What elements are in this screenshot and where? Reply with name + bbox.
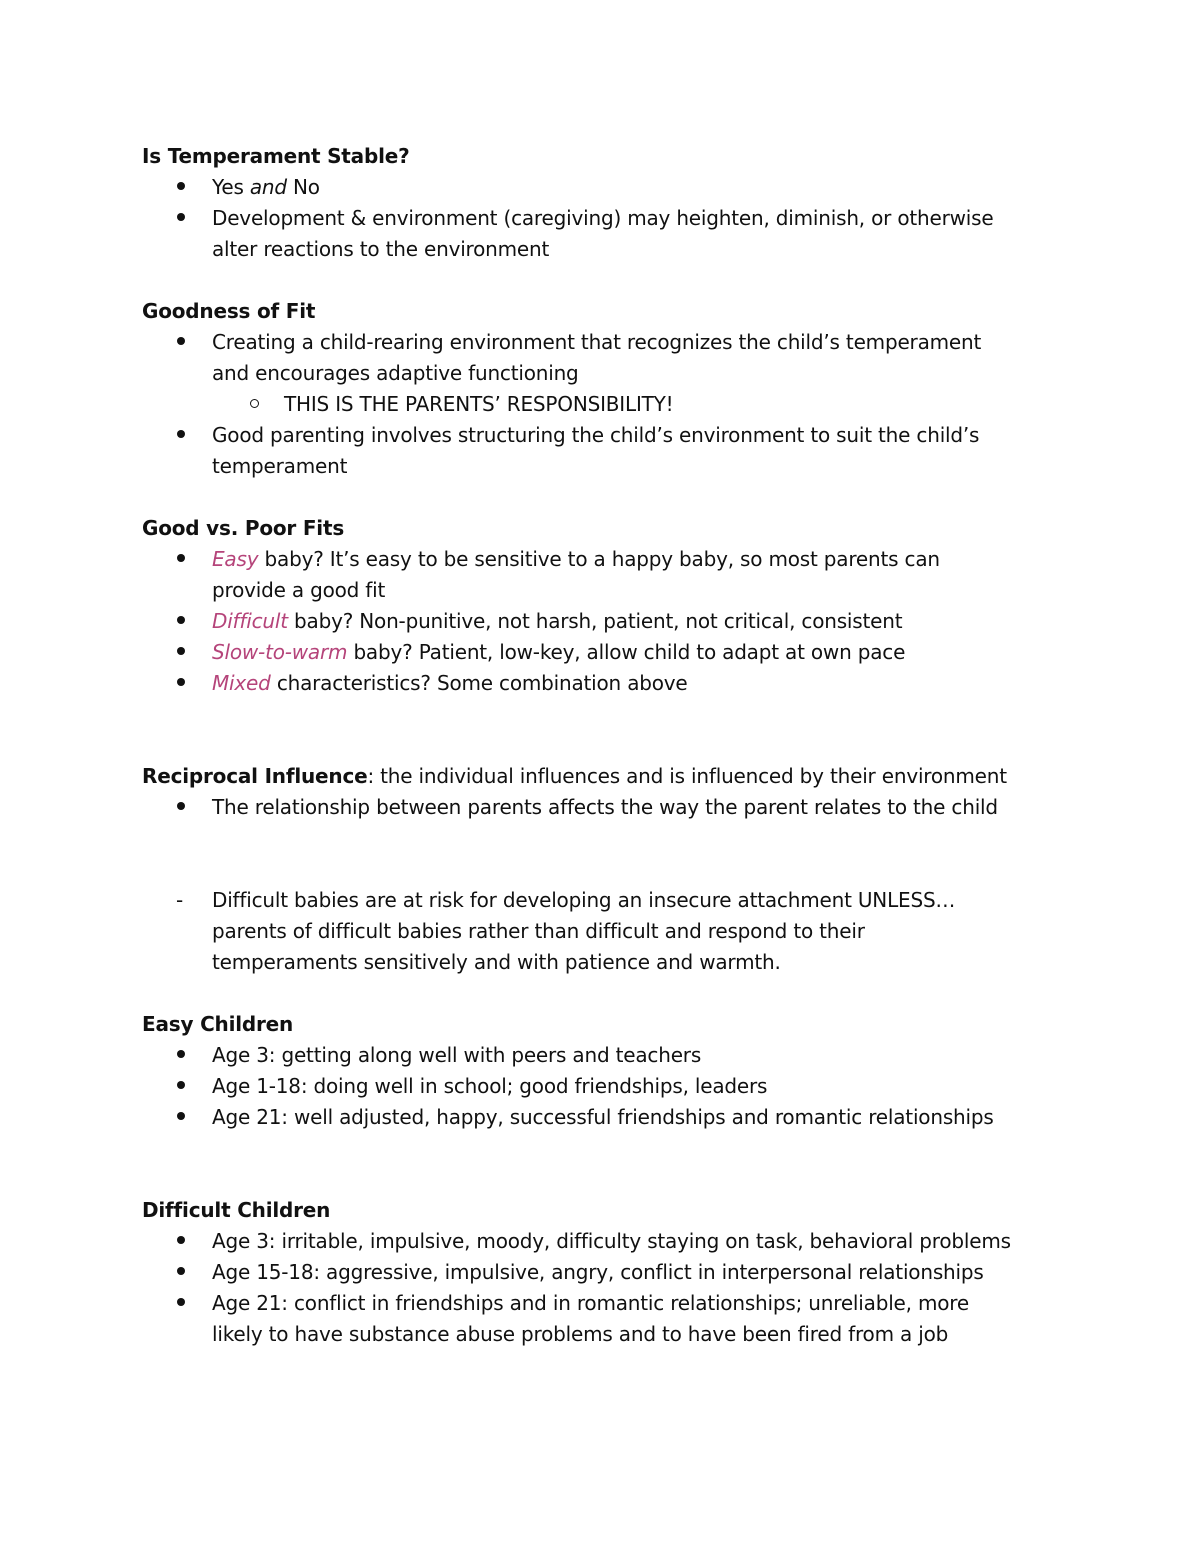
highlight-term: Easy: [212, 547, 259, 571]
list-item-continuation: temperament: [212, 454, 348, 478]
list-item: Creating a child-rearing environment that recognizes the child’s temperament: [212, 330, 982, 354]
list-item: Development & environment (caregiving) may heighten, diminish, or otherwise: [212, 206, 994, 230]
list-item: The relationship between parents affects the way the parent relates to the child: [212, 795, 998, 819]
heading-easy-children: Easy Children: [142, 1012, 294, 1036]
emphasis-text: and: [249, 175, 287, 199]
highlight-term: Slow-to-warm: [212, 640, 348, 664]
text-segment: Yes: [212, 175, 250, 199]
list-item: [212, 609, 902, 633]
list-item: Good parenting involves structuring the child’s environment to suit the child’s: [212, 423, 980, 447]
list-item: [212, 175, 320, 199]
bullet-icon: [177, 213, 185, 221]
bullet-icon: [177, 616, 185, 624]
list-item: [212, 671, 688, 695]
list-item: Age 3: getting along well with peers and teachers: [212, 1043, 702, 1067]
bullet-icon: [177, 1050, 185, 1058]
bullet-icon: [177, 337, 185, 345]
list-item-continuation: parents of difficult babies rather than difficult and respond to their: [212, 919, 865, 943]
bullet-icon: [177, 430, 185, 438]
highlight-term: Mixed: [212, 671, 271, 695]
bullet-icon: [177, 554, 185, 562]
heading-difficult-children: Difficult Children: [142, 1198, 331, 1222]
bullet-icon: [177, 678, 185, 686]
text-segment: baby? It’s easy to be sensitive to a happy baby, so most parents can: [258, 547, 940, 571]
text-segment: baby? Patient, low-key, allow child to adapt at own pace: [347, 640, 906, 664]
list-item-continuation: temperaments sensitively and with patience and warmth.: [212, 950, 781, 974]
defined-term: Reciprocal Influence: [142, 764, 368, 788]
heading-goodness-of-fit: Goodness of Fit: [142, 299, 316, 323]
list-item-continuation: likely to have substance abuse problems and to have been fired from a job: [212, 1322, 949, 1346]
list-item: Age 3: irritable, impulsive, moody, difficulty staying on task, behavioral problems: [212, 1229, 1011, 1253]
definition-text: : the individual influences and is influenced by their environment: [367, 764, 1007, 788]
text-segment: No: [286, 175, 320, 199]
list-item-continuation: and encourages adaptive functioning: [212, 361, 579, 385]
list-item-continuation: provide a good fit: [212, 578, 386, 602]
bullet-icon: [177, 1236, 185, 1244]
list-item: Age 21: well adjusted, happy, successful friendships and romantic relationships: [212, 1105, 994, 1129]
list-item: Difficult babies are at risk for developing an insecure attachment UNLESS…: [212, 888, 956, 912]
bullet-icon: [177, 802, 185, 810]
bullet-icon: [177, 647, 185, 655]
bullet-icon: [177, 1298, 185, 1306]
highlight-term: Difficult: [212, 609, 288, 633]
list-item: Age 15-18: aggressive, impulsive, angry, conflict in interpersonal relationships: [212, 1260, 984, 1284]
bullet-icon: [177, 182, 185, 190]
text-segment: baby? Non-punitive, not harsh, patient, not critical, consistent: [287, 609, 903, 633]
list-item: Age 1-18: doing well in school; good friendships, leaders: [212, 1074, 768, 1098]
text-segment: characteristics? Some combination above: [270, 671, 688, 695]
list-item: [212, 547, 940, 571]
sub-list-item: THIS IS THE PARENTS’ RESPONSIBILITY!: [284, 392, 674, 416]
list-item: [212, 640, 905, 664]
hollow-bullet-icon: [250, 399, 259, 408]
bullet-icon: [177, 1081, 185, 1089]
reciprocal-influence-definition: [142, 764, 1007, 788]
heading-good-vs-poor-fits: Good vs. Poor Fits: [142, 516, 345, 540]
heading-is-temperament-stable: Is Temperament Stable?: [142, 144, 410, 168]
bullet-icon: [177, 1267, 185, 1275]
dash-bullet: -: [176, 888, 184, 912]
bullet-icon: [177, 1112, 185, 1120]
list-item-continuation: alter reactions to the environment: [212, 237, 550, 261]
list-item: Age 21: conflict in friendships and in romantic relationships; unreliable, more: [212, 1291, 969, 1315]
